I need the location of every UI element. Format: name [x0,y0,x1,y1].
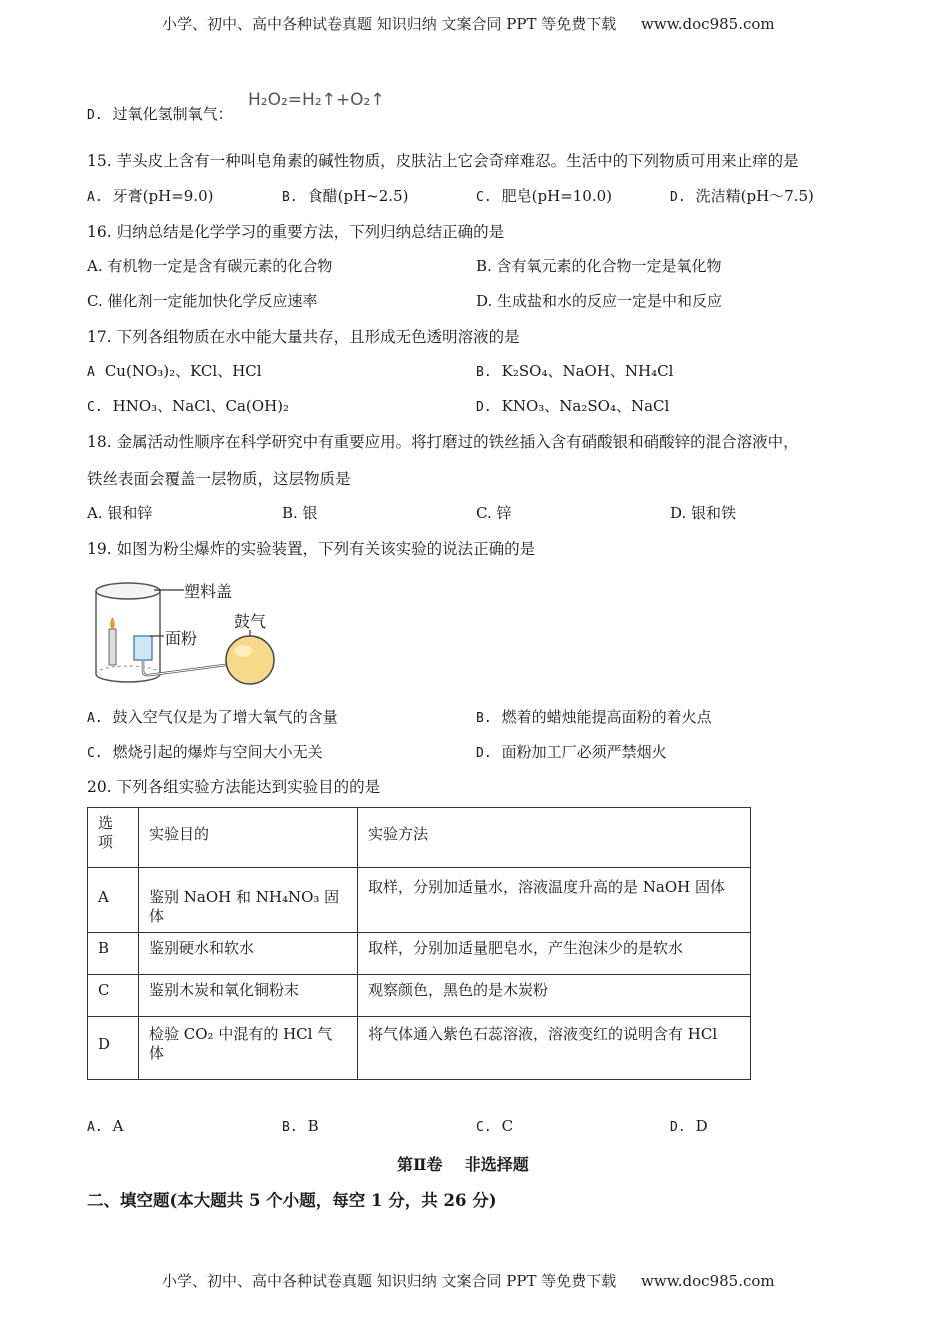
q18-stem-line2: 铁丝表面会覆盖一层物质，这层物质是 [87,470,351,488]
header-method: 实验方法 [358,808,751,868]
q16-option-b: B. 含有氧元素的化合物一定是氧化物 [476,257,722,275]
table-header-row [88,808,751,868]
page-footer [162,1270,775,1291]
q19-option-d: D. 面粉加工厂必须严禁烟火 [476,743,667,761]
q19-option-c: C. 燃烧引起的爆炸与空间大小无关 [87,743,323,761]
q18-stem-line1: 18. 金属活动性顺序在科学研究中有重要应用。将打磨过的铁丝插入含有硝酸银和硝酸锌的混合溶液中， [87,433,799,451]
q15-option-d: D. 洗洁精(pH～7.5) [670,187,814,205]
candle [109,629,116,665]
q17-option-c: C. HNO₃、NaCl、Ca(OH)₂ [87,397,290,415]
label-flour: 面粉 [165,629,198,648]
header-option: 选 项 [88,808,139,868]
air-bulb [226,636,274,684]
q19-option-a: A. 鼓入空气仅是为了增大氧气的含量 [87,708,338,726]
q15-option-b: B. 食醋(pH~2.5) [282,187,409,205]
table-row: A 鉴别 NaOH 和 NH₄NO₃ 固体 取样，分别加适量水，溶液温度升高的是 NaOH 固体 [88,868,751,933]
q16-option-c: C. 催化剂一定能加快化学反应速率 [87,292,318,310]
q18-option-c: C. 锌 [476,504,512,522]
table-row: C 鉴别木炭和氧化铜粉末 观察颜色，黑色的是木炭粉 [88,975,751,1017]
q18-option-b: B. 银 [282,504,318,522]
q16-option-d: D. 生成盐和水的反应一定是中和反应 [476,292,723,310]
q20-stem: 20. 下列各组实验方法能达到实验目的的是 [87,778,381,796]
q17-option-b: B. K₂SO₄、NaOH、NH₄Cl [476,362,674,380]
header-text: 小学、初中、高中各种试卷真题 知识归纳 文案合同 PPT 等免费下载 [162,15,617,33]
q15-stem: 15. 芋头皮上含有一种叫皂角素的碱性物质，皮肤沾上它会奇痒难忍。生活中的下列物质可用来止痒的是 [87,152,799,170]
q18-option-d: D. 银和铁 [670,504,737,522]
q14-formula: H₂O₂=H₂↑+O₂↑ [248,90,385,110]
label-blow-air: 鼓气 [234,612,267,631]
table-row: B 鉴别硬水和软水 取样，分别加适量肥皂水，产生泡沫少的是软水 [88,933,751,975]
table-row: D 检验 CO₂ 中混有的 HCl 气体 将气体通入紫色石蕊溶液，溶液变红的说明含有 HCl [88,1017,751,1080]
lid-ellipse [96,583,160,599]
q20-table [87,807,751,1080]
q17-option-a: A Cu(NO₃)₂、KCl、HCl [87,362,262,380]
section-title: 第Ⅱ卷 非选择题 [397,1155,529,1174]
footer-text: 小学、初中、高中各种试卷真题 知识归纳 文案合同 PPT 等免费下载 [162,1272,617,1290]
q18-option-a: A. 银和锌 [87,504,153,522]
q19-stem: 19. 如图为粉尘爆炸的实验装置，下列有关该实验的说法正确的是 [87,540,536,558]
flame-icon [111,618,115,629]
part-heading: 二、填空题(本大题共 5 个小题，每空 1 分，共 26 分) [87,1191,497,1210]
q15-option-c: C. 肥皂(pH=10.0) [476,187,613,205]
q15-option-a: A. 牙膏(pH=9.0) [87,187,214,205]
label-plastic-lid: 塑料盖 [184,582,233,601]
dust-explosion-figure [88,574,288,704]
q20-option-b: B. B [282,1117,319,1135]
q19-option-b: B. 燃着的蜡烛能提高面粉的着火点 [476,708,712,726]
header-purpose: 实验目的 [139,808,358,868]
page-header [162,13,775,34]
q16-stem: 16. 归纳总结是化学学习的重要方法，下列归纳总结正确的是 [87,223,505,241]
header-url[interactable]: www.doc985.com [641,15,775,33]
footer-url[interactable]: www.doc985.com [641,1272,775,1290]
q17-option-d: D. KNO₃、Na₂SO₄、NaCl [476,397,670,415]
q20-option-a: A. A [87,1117,124,1135]
q14-option-d: D. 过氧化氢制氧气： [87,105,233,123]
q16-option-a: A. 有机物一定是含有碳元素的化合物 [87,257,333,275]
q17-stem: 17. 下列各组物质在水中能大量共存，且形成无色透明溶液的是 [87,328,520,346]
flour-cup [134,636,152,660]
q20-option-d: D. D [670,1117,708,1135]
q20-option-c: C. C [476,1117,514,1135]
